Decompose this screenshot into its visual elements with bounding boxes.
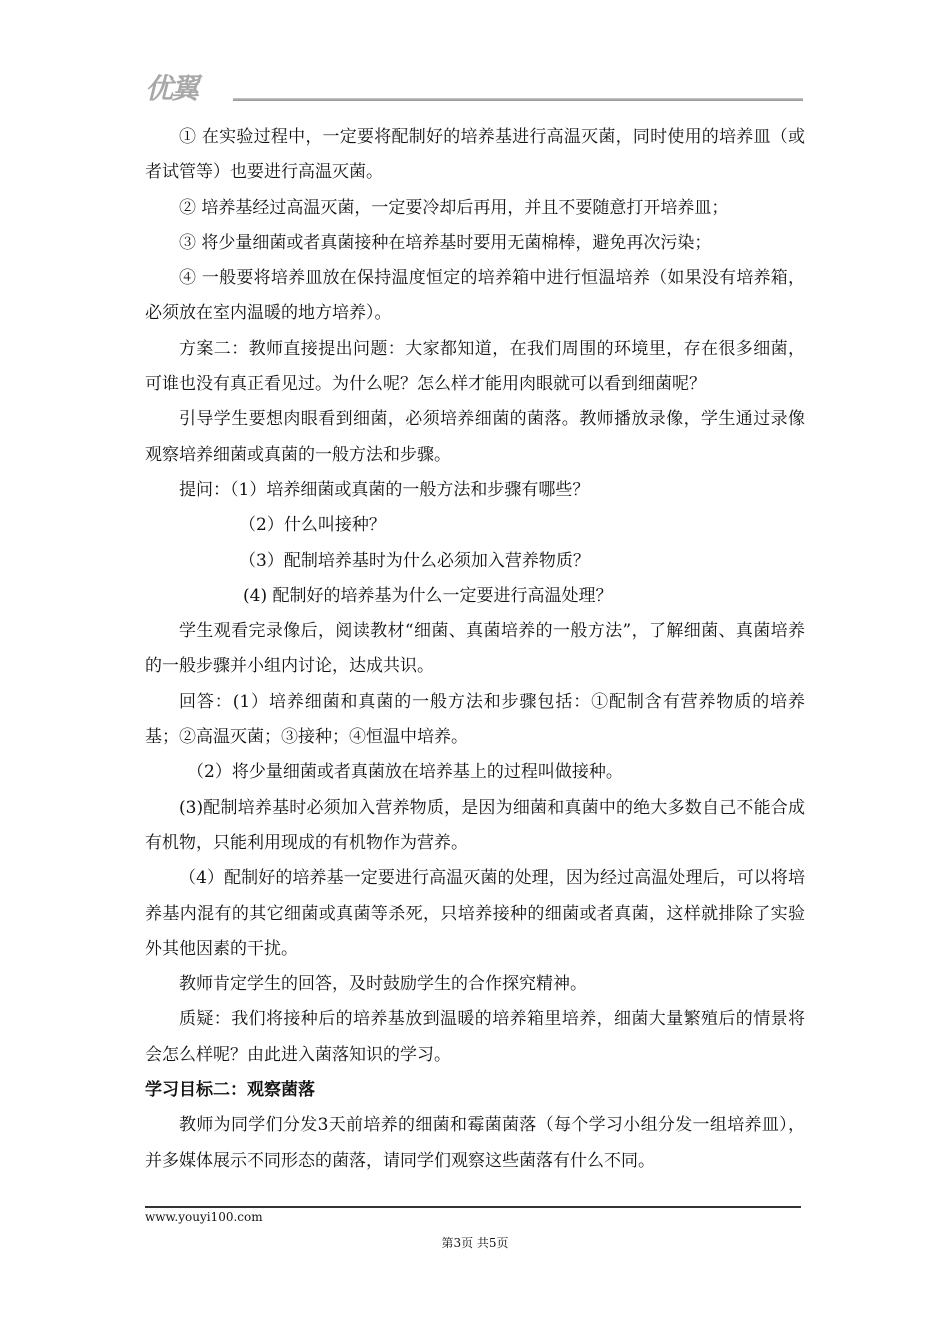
paragraph: 质疑：我们将接种后的培养基放到温暖的培养箱里培养，细菌大量繁殖后的情景将会怎么样呢？由此进入菌落知识的学习。 <box>145 1009 805 1065</box>
answer-line: (3)配制培养基时必须加入营养物质，是因为细菌和真菌中的绝大多数自己不能合成有机物，只能利用现成的有机物作为营养。 <box>145 797 805 853</box>
paragraph: 引导学生要想肉眼看到细菌，必须培养细菌的菌落。教师播放录像，学生通过录像观察培养细菌或真菌的一般方法和步骤。 <box>145 409 805 465</box>
footer-rule <box>145 1206 801 1208</box>
page-header <box>145 72 803 106</box>
paragraph: ③ 将少量细菌或者真菌接种在培养基时要用无菌棉棒，避免再次污染； <box>179 232 712 253</box>
document-body <box>145 120 805 1179</box>
paragraph: 教师肯定学生的回答，及时鼓励学生的合作探究精神。 <box>179 974 587 995</box>
page-number: 第3页 共5页 <box>441 1236 509 1250</box>
answer-line: （2）将少量细菌或者真菌放在培养基上的过程叫做接种。 <box>187 762 623 783</box>
answer-line: （4）配制好的培养基一定要进行高温灭菌的处理，因为经过高温处理后，可以将培养基内混有的其它细菌或真菌等杀死，只培养接种的细菌或者真菌，这样就排除了实验外其他因素的干扰。 <box>145 868 805 959</box>
question-line: （3）配制培养基时为什么必须加入营养物质？ <box>239 550 590 571</box>
paragraph: ④ 一般要将培养皿放在保持温度恒定的培养箱中进行恒温培养（如果没有培养箱，必须放在室内温暖的地方培养）。 <box>145 268 805 324</box>
paragraph: 教师为同学们分发3天前培养的细菌和霉菌菌落（每个学习小组分发一组培养皿），并多媒体展示不同形态的菌落，请同学们观察这些菌落有什么不同。 <box>145 1115 805 1171</box>
question-line: 提问：（1）培养细菌或真菌的一般方法和步骤有哪些？ <box>179 479 590 500</box>
paragraph: ① 在实验过程中，一定要将配制好的培养基进行高温灭菌，同时使用的培养皿（或者试管等）也要进行高温灭菌。 <box>145 127 805 183</box>
section-heading: 学习目标二：观察菌落 <box>145 1080 315 1101</box>
question-line: （2）什么叫接种？ <box>239 515 386 536</box>
youyi-logo: 优翼 <box>145 72 198 105</box>
paragraph: ② 培养基经过高温灭菌，一定要冷却后再用，并且不要随意打开培养皿； <box>179 197 729 218</box>
paragraph: 学生观看完录像后，阅读教材“细菌、真菌培养的一般方法”，了解细菌、真菌培养的一般步骤并小组内讨论，达成共识。 <box>145 621 805 677</box>
paragraph: 方案二：教师直接提出问题：大家都知道，在我们周围的环境里，存在很多细菌，可谁也没有真正看见过。为什么呢？怎么样才能用肉眼就可以看到细菌呢？ <box>145 338 805 395</box>
paragraph: 回答：(1）培养细菌和真菌的一般方法和步骤包括：①配制含有营养物质的培养基；②高温灭菌；③接种；④恒温中培养。 <box>145 691 805 748</box>
question-line: (4) 配制好的培养基为什么一定要进行高温处理？ <box>243 585 613 606</box>
footer-url: www.youyi100.com <box>145 1210 263 1224</box>
header-rule <box>233 98 803 101</box>
